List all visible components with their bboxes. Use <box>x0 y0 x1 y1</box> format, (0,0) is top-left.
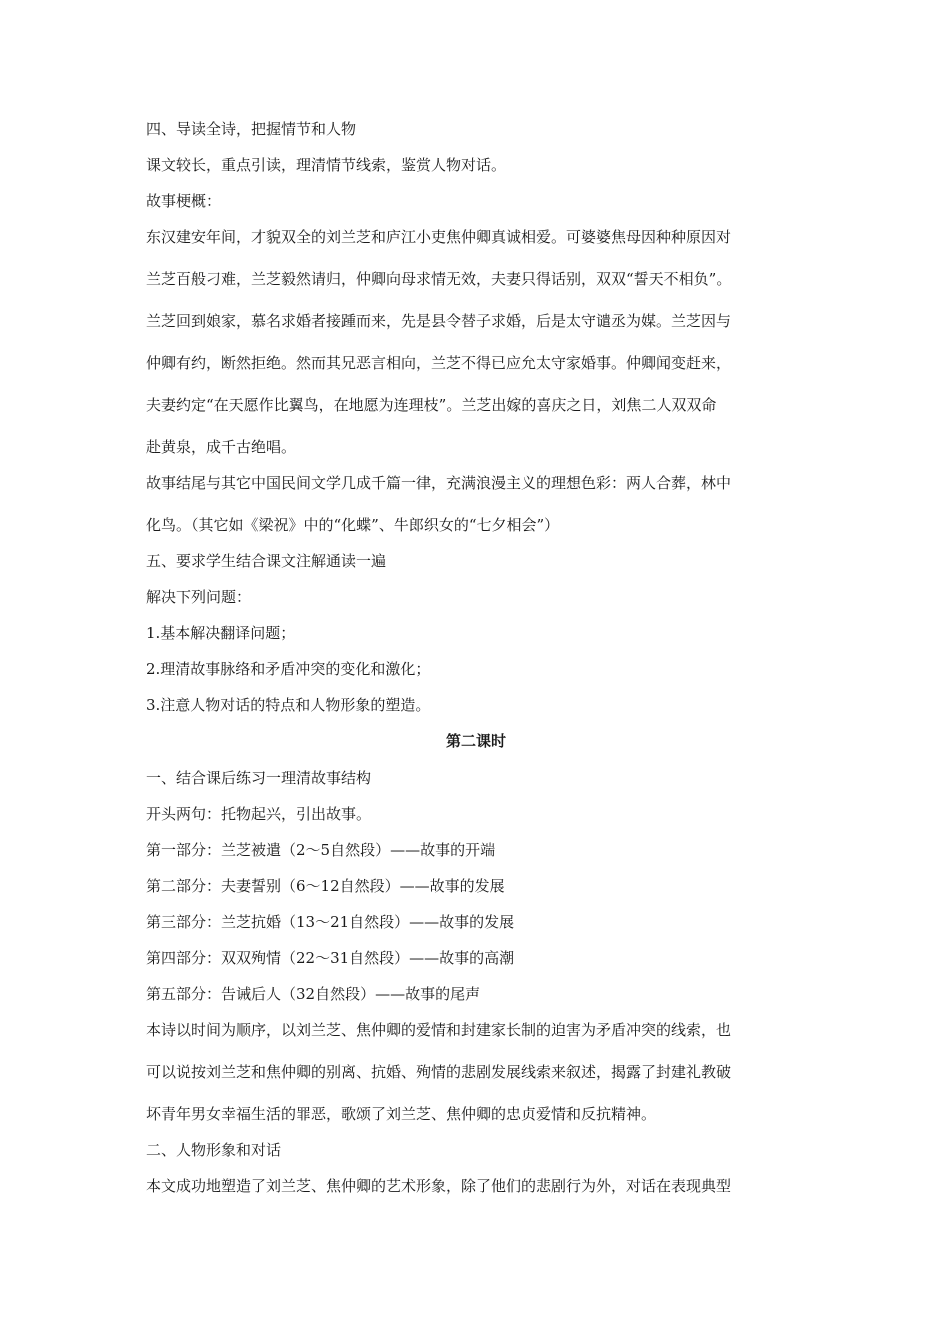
structure-item: 第五部分：告诫后人（32自然段）——故事的尾声 <box>146 985 481 1003</box>
analysis-paragraph <box>146 1019 806 1125</box>
section4-heading: 四、导读全诗，把握情节和人物 <box>146 120 357 138</box>
list-item: 1.基本解决翻译问题； <box>146 624 296 642</box>
analysis-line: 本诗以时间为顺序，以刘兰芝、焦仲卿的爱情和封建家长制的迫害为矛盾冲突的线索，也 <box>146 1021 732 1039</box>
opening-line: 开头两句：托物起兴，引出故事。 <box>146 805 372 823</box>
analysis-line: 可以说按刘兰芝和焦仲卿的别离、抗婚、殉情的悲剧发展线索来叙述，揭露了封建礼教破 <box>146 1063 732 1081</box>
lesson2-title: 第二课时 <box>445 732 506 750</box>
ending-line: 化鸟。（其它如《梁祝》中的“化蝶”、牛郎织女的“七夕相会”） <box>146 516 560 534</box>
summary-line: 夫妻约定“在天愿作比翼鸟，在地愿为连理枝”。兰芝出嫁的喜庆之日，刘焦二人双双命 <box>146 396 717 414</box>
summary-line: 东汉建安年间，才貌双全的刘兰芝和庐江小吏焦仲卿真诚相爱。可婆婆焦母因种种原因对 <box>146 228 732 246</box>
structure-item: 第四部分：双双殉情（22～31自然段）——故事的高潮 <box>146 949 515 967</box>
summary-line: 兰芝回到娘家，慕名求婚者接踵而来，先是县令替子求婚，后是太守谴丞为媒。兰芝因与 <box>146 312 732 330</box>
section5-intro: 解决下列问题： <box>146 588 252 606</box>
list-item: 3.注意人物对话的特点和人物形象的塑造。 <box>146 696 431 714</box>
section4-intro: 课文较长，重点引读，理清情节线索，鉴赏人物对话。 <box>146 156 507 174</box>
part2-heading: 二、人物形象和对话 <box>146 1141 282 1159</box>
part2-line: 本文成功地塑造了刘兰芝、焦仲卿的艺术形象，除了他们的悲剧行为外，对话在表现典型 <box>146 1177 732 1195</box>
section5-heading: 五、要求学生结合课文注解通读一遍 <box>146 552 387 570</box>
structure-item: 第二部分：夫妻誓别（6～12自然段）——故事的发展 <box>146 877 505 895</box>
story-ending <box>146 472 806 536</box>
structure-item: 第一部分：兰芝被遣（2～5自然段）——故事的开端 <box>146 841 496 859</box>
story-summary <box>146 226 806 458</box>
analysis-line: 坏青年男女幸福生活的罪恶，歌颂了刘兰芝、焦仲卿的忠贞爱情和反抗精神。 <box>146 1105 657 1123</box>
structure-item: 第三部分：兰芝抗婚（13～21自然段）——故事的发展 <box>146 913 515 931</box>
summary-label: 故事梗概： <box>146 192 222 210</box>
summary-line: 兰芝百般刁难，兰芝毅然请归，仲卿向母求情无效，夫妻只得话别，双双“誓天不相负”。 <box>146 270 732 288</box>
summary-line: 赴黄泉，成千古绝唱。 <box>146 438 297 456</box>
list-item: 2.理清故事脉络和矛盾冲突的变化和激化； <box>146 660 431 678</box>
document-page <box>146 118 806 1197</box>
ending-line: 故事结尾与其它中国民间文学几成千篇一律，充满浪漫主义的理想色彩：两人合葬，林中 <box>146 474 732 492</box>
part1-heading: 一、结合课后练习一理清故事结构 <box>146 769 372 787</box>
summary-line: 仲卿有约，断然拒绝。然而其兄恶言相向，兰芝不得已应允太守家婚事。仲卿闻变赶来， <box>146 354 732 372</box>
